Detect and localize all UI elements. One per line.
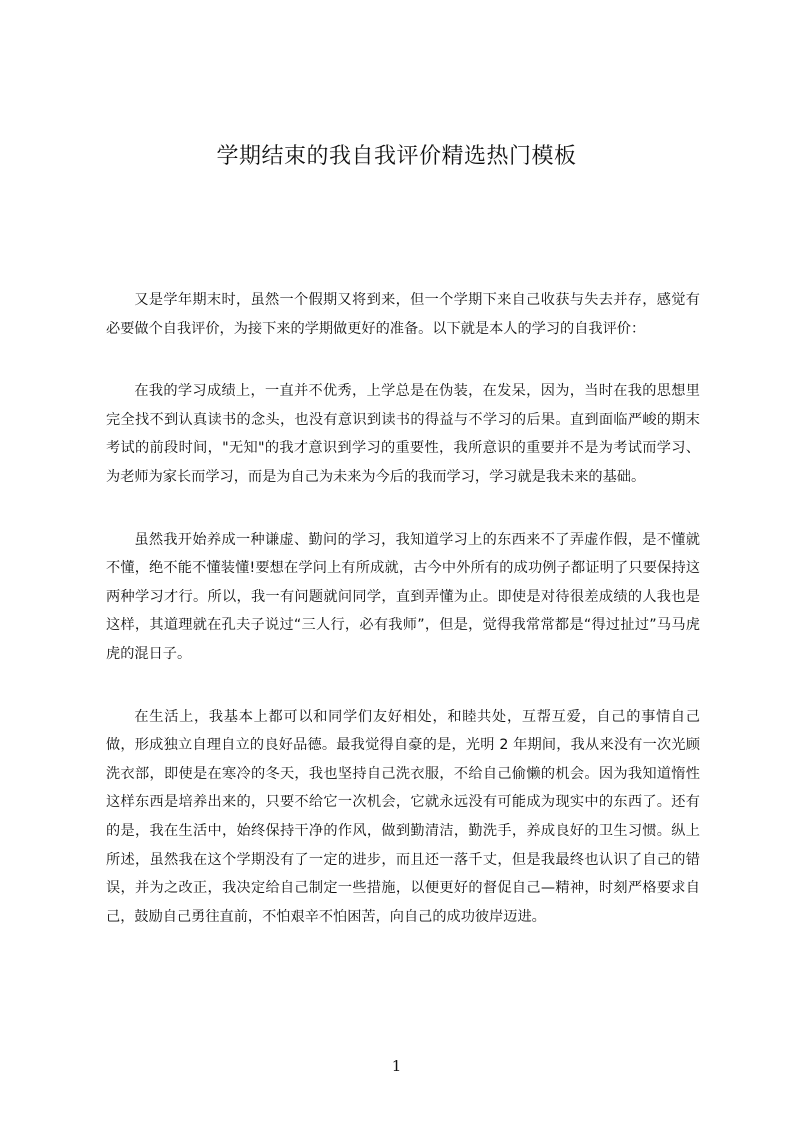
paragraph-attitude: 虽然我开始养成一种谦虚、勤问的学习，我知道学习上的东西来不了弄虚作假，是不懂就不懂，绝不能不懂装懂!要想在学问上有所成就，古今中外所有的成功例子都证明了只要保持这两种学习才行。所以，我一有问题就问同学，直到弄懂为止。即使是对待很差成绩的人我也是这样，其道理就在孔夫子说过“三人行，必有我师”，但是，觉得我常常都是“得过扯过”马马虎虎的混日子。 bbox=[106, 531, 700, 662]
document-title: 学期结束的我自我评价精选热门模板 bbox=[216, 144, 577, 169]
paragraph-life: 在生活上，我基本上都可以和同学们友好相处，和睦共处，互帮互爱，自己的事情自己做，形成独立自理自立的良好品德。最我觉得自豪的是，光明 2 年期间，我从来没有一次光顾洗衣部，即使是在寒冷的冬天，我也坚持自己洗衣服，不给自己偷懒的机会。因为我知道惰性这样东西是培养出来的，只要不给它一次机会，它就永远没有可能成为现实中的东西了。还有的是，我在生活中，始终保持干净的作风，做到勤清洁，勤洗手，养成良好的卫生习惯。纵上所述，虽然我在这个学期没有了一定的进步，而且还一落千丈，但是我最终也认识了自己的错误，并为之改正，我决定给自己制定一些措施，以便更好的督促自己—精神，时刻严格要求自己，鼓励自己勇往直前，不怕艰辛不怕困苦，向自己的成功彼岸迈进。 bbox=[106, 708, 700, 925]
page-number: 1 bbox=[391, 1057, 402, 1075]
paragraph-study: 在我的学习成绩上，一直并不优秀，上学总是在伪装，在发呆，因为，当时在我的思想里完全找不到认真读书的念头，也没有意识到读书的得益与不学习的后果。直到面临严峻的期末考试的前段时间，"无知"的我才意识到学习的重要性，我所意识的重要并不是为考试而学习、为老师为家长而学习，而是为自己为未来为今后的我而学习，学习就是我未来的基础。 bbox=[106, 383, 700, 485]
paragraph-intro: 又是学年期末时，虽然一个假期又将到来，但一个学期下来自己收获与失去并存，感觉有必要做个自我评价，为接下来的学期做更好的准备。以下就是本人的学习的自我评价： bbox=[106, 292, 700, 337]
document-body bbox=[106, 286, 700, 965]
